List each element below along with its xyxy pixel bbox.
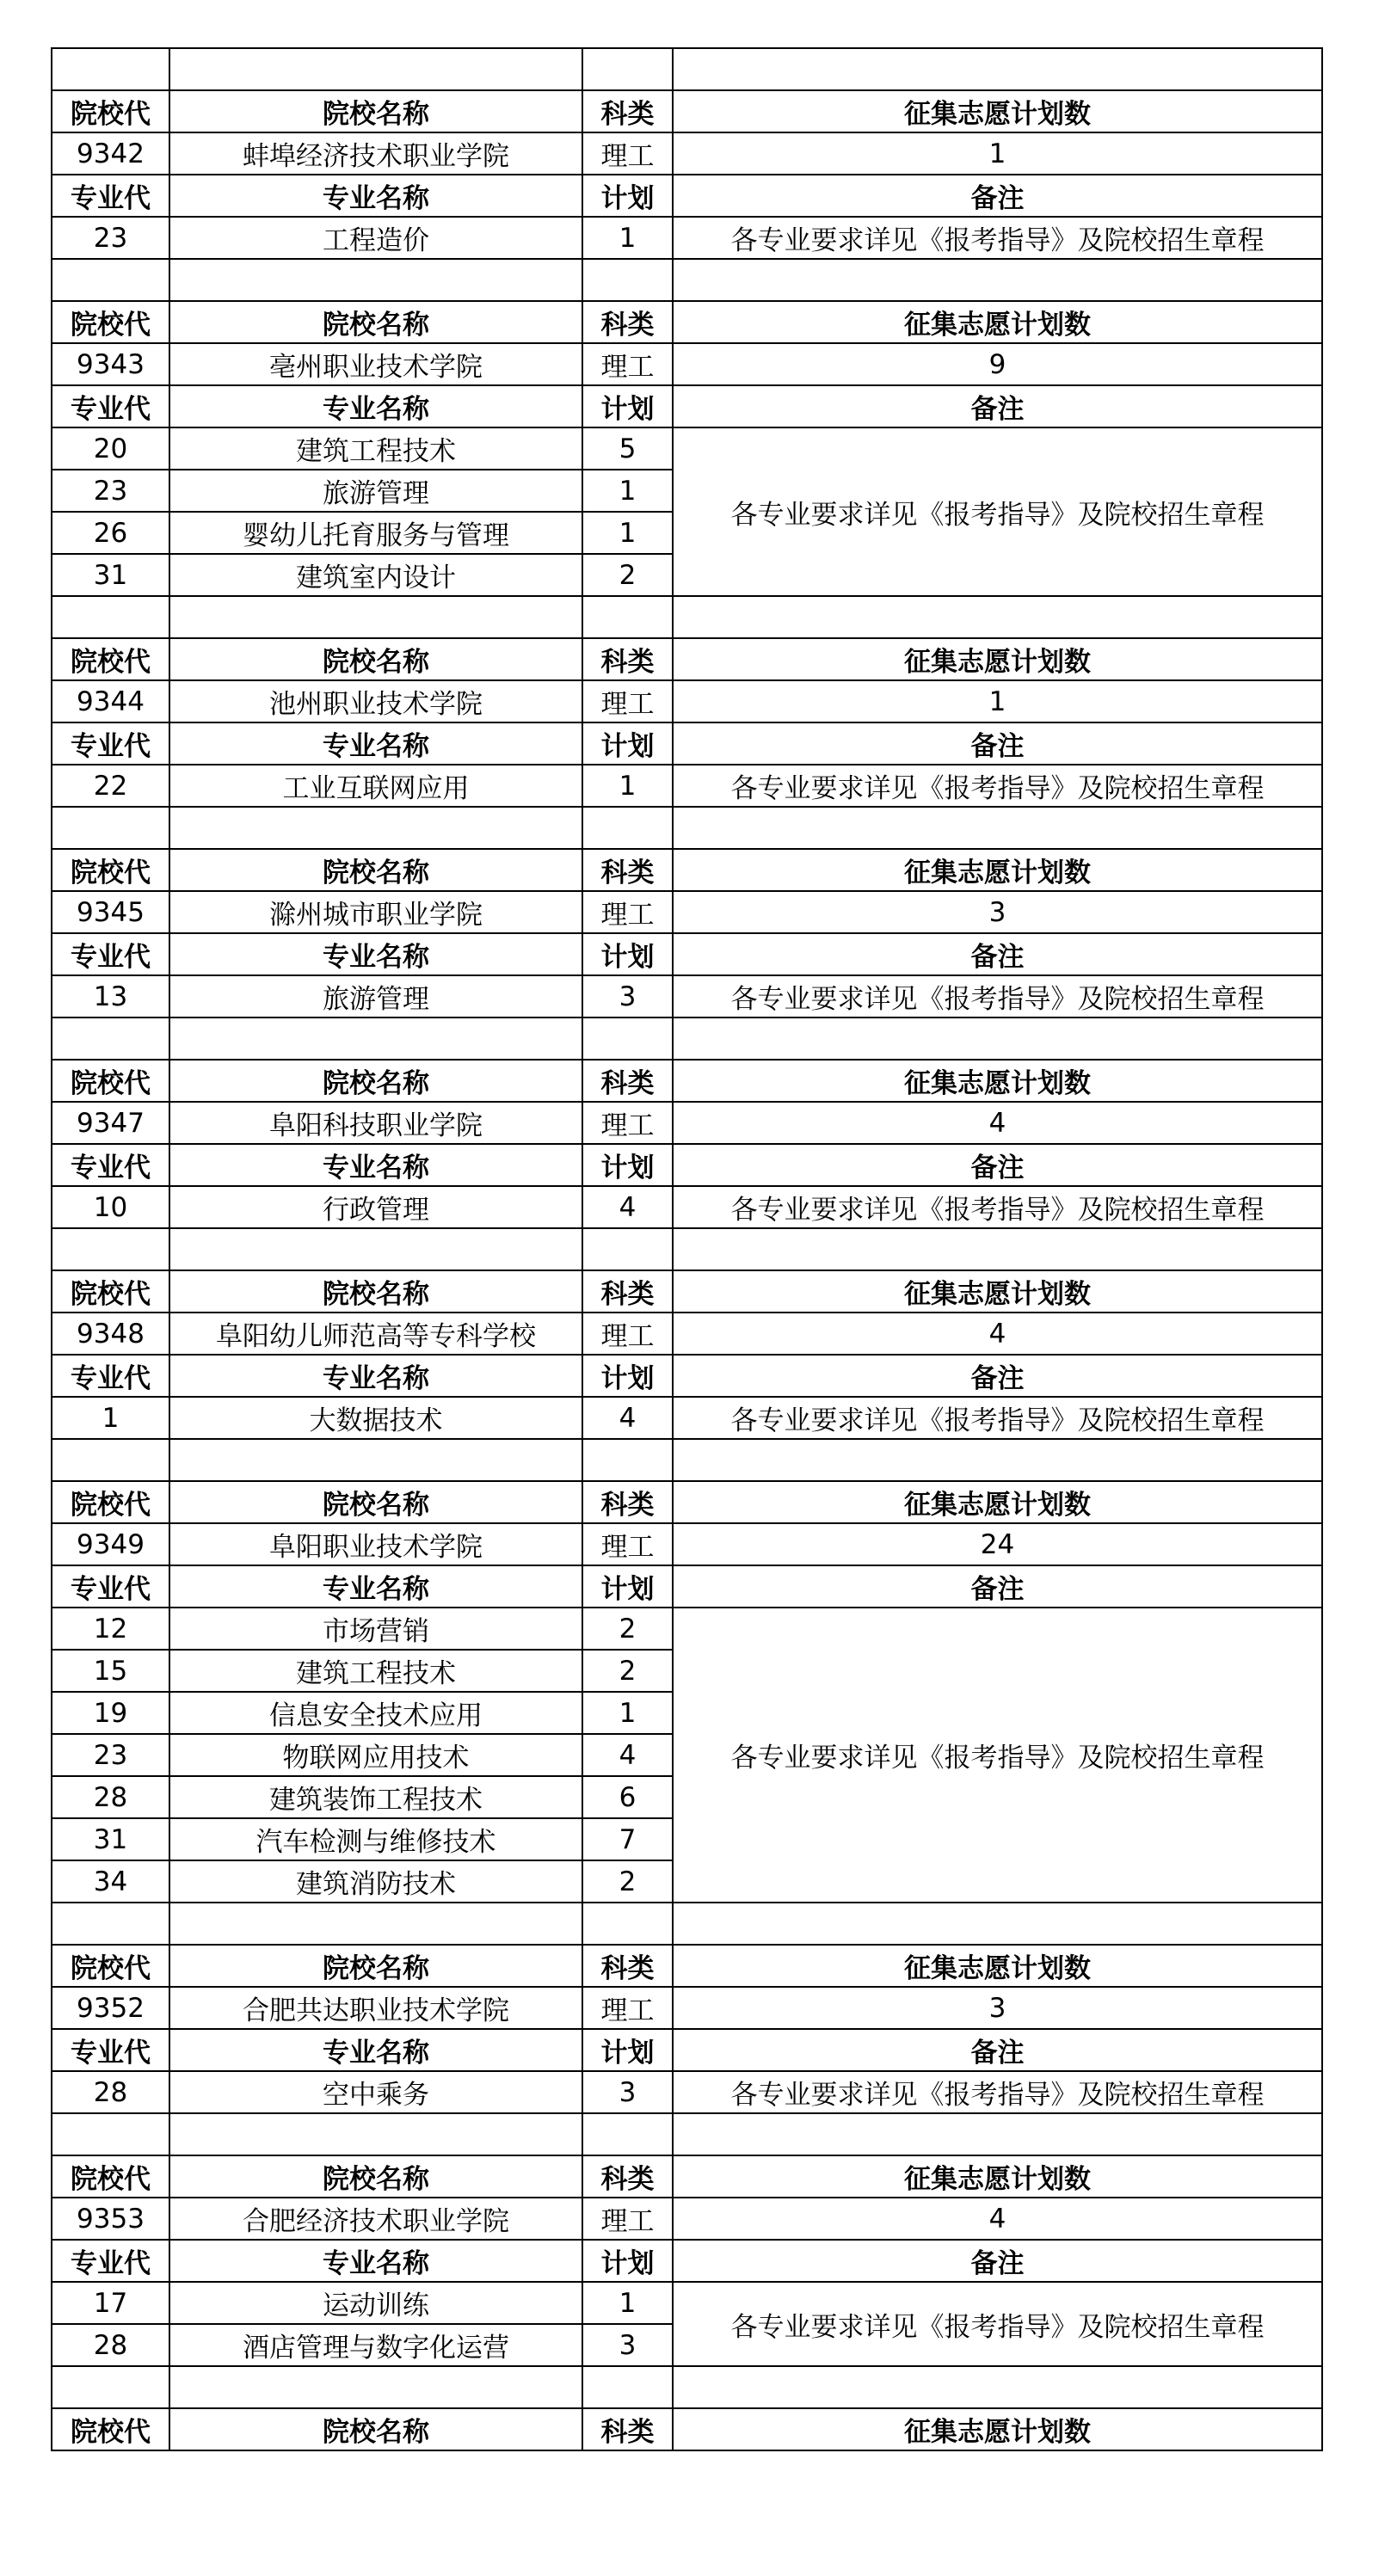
school-row xyxy=(52,2198,1322,2240)
remark-header: 备注 xyxy=(673,2240,1322,2282)
remark-cell: 各专业要求详见《报考指导》及院校招生章程 xyxy=(673,975,1322,1017)
empty-cell xyxy=(582,1903,673,1945)
major-code-header: 专业代 xyxy=(52,175,169,217)
major-name: 市场营销 xyxy=(169,1608,582,1650)
school-name-header: 院校名称 xyxy=(169,1270,582,1313)
empty-cell xyxy=(169,2113,582,2155)
major-code: 28 xyxy=(52,2071,169,2113)
major-row xyxy=(52,1608,1322,1650)
school-header-row xyxy=(52,1060,1322,1102)
school-code: 9342 xyxy=(52,132,169,175)
school-name: 池州职业技术学院 xyxy=(169,680,582,722)
major-row xyxy=(52,427,1322,470)
spacer-row xyxy=(52,1903,1322,1945)
major-code: 19 xyxy=(52,1692,169,1734)
school-code: 9345 xyxy=(52,891,169,933)
empty-cell xyxy=(673,1228,1322,1270)
empty-cell xyxy=(52,1017,169,1060)
major-plan: 7 xyxy=(582,1818,673,1860)
major-name: 信息安全技术应用 xyxy=(169,1692,582,1734)
plan-header: 计划 xyxy=(582,2240,673,2282)
major-name: 建筑装饰工程技术 xyxy=(169,1776,582,1818)
major-code: 1 xyxy=(52,1397,169,1439)
plan-total-header: 征集志愿计划数 xyxy=(673,90,1322,132)
plan-total-header: 征集志愿计划数 xyxy=(673,1481,1322,1523)
school-name: 蚌埠经济技术职业学院 xyxy=(169,132,582,175)
plan-header: 计划 xyxy=(582,1144,673,1186)
major-plan: 6 xyxy=(582,1776,673,1818)
school-row xyxy=(52,1987,1322,2029)
school-name-header: 院校名称 xyxy=(169,2408,582,2450)
major-plan: 2 xyxy=(582,1608,673,1650)
school-name: 滁州城市职业学院 xyxy=(169,891,582,933)
plan-header: 计划 xyxy=(582,175,673,217)
empty-cell xyxy=(673,2366,1322,2408)
major-code: 17 xyxy=(52,2282,169,2324)
empty-cell xyxy=(582,2113,673,2155)
empty-cell xyxy=(582,596,673,638)
school-name-header: 院校名称 xyxy=(169,849,582,891)
major-code: 20 xyxy=(52,427,169,470)
major-header-row xyxy=(52,385,1322,427)
school-code: 9353 xyxy=(52,2198,169,2240)
major-row xyxy=(52,217,1322,259)
school-category: 理工 xyxy=(582,2198,673,2240)
empty-cell xyxy=(582,259,673,301)
category-header: 科类 xyxy=(582,849,673,891)
major-name: 建筑工程技术 xyxy=(169,1650,582,1692)
major-code-header: 专业代 xyxy=(52,933,169,975)
major-code: 13 xyxy=(52,975,169,1017)
remark-cell: 各专业要求详见《报考指导》及院校招生章程 xyxy=(673,765,1322,807)
empty-cell xyxy=(52,2113,169,2155)
major-code: 12 xyxy=(52,1608,169,1650)
category-header: 科类 xyxy=(582,638,673,680)
major-name-header: 专业名称 xyxy=(169,175,582,217)
school-row xyxy=(52,680,1322,722)
major-name: 建筑室内设计 xyxy=(169,554,582,596)
school-code-header: 院校代 xyxy=(52,2155,169,2198)
major-row xyxy=(52,765,1322,807)
major-code: 28 xyxy=(52,2324,169,2366)
school-code-header: 院校代 xyxy=(52,638,169,680)
major-plan: 1 xyxy=(582,217,673,259)
school-header-row xyxy=(52,1481,1322,1523)
major-code: 26 xyxy=(52,512,169,554)
plan-header: 计划 xyxy=(582,1355,673,1397)
category-header: 科类 xyxy=(582,1060,673,1102)
category-header: 科类 xyxy=(582,2155,673,2198)
school-name-header: 院校名称 xyxy=(169,301,582,343)
empty-cell xyxy=(582,2366,673,2408)
school-name-header: 院校名称 xyxy=(169,90,582,132)
major-name-header: 专业名称 xyxy=(169,385,582,427)
empty-cell xyxy=(582,1017,673,1060)
major-name-header: 专业名称 xyxy=(169,1355,582,1397)
major-name: 建筑工程技术 xyxy=(169,427,582,470)
empty-cell xyxy=(169,807,582,849)
spacer-row xyxy=(52,807,1322,849)
empty-cell xyxy=(169,596,582,638)
plan-total-header: 征集志愿计划数 xyxy=(673,1060,1322,1102)
school-code: 9343 xyxy=(52,343,169,385)
school-category: 理工 xyxy=(582,1102,673,1144)
school-row xyxy=(52,343,1322,385)
major-header-row xyxy=(52,722,1322,765)
remark-header: 备注 xyxy=(673,1144,1322,1186)
spacer-row xyxy=(52,2366,1322,2408)
major-name: 工业互联网应用 xyxy=(169,765,582,807)
major-code: 23 xyxy=(52,1734,169,1776)
empty-cell xyxy=(169,1017,582,1060)
major-name-header: 专业名称 xyxy=(169,722,582,765)
major-plan: 1 xyxy=(582,1692,673,1734)
school-plan-total: 4 xyxy=(673,1313,1322,1355)
remark-header: 备注 xyxy=(673,2029,1322,2071)
plan-total-header: 征集志愿计划数 xyxy=(673,638,1322,680)
major-code: 34 xyxy=(52,1860,169,1903)
major-header-row xyxy=(52,1355,1322,1397)
spacer-row xyxy=(52,1228,1322,1270)
empty-cell xyxy=(673,259,1322,301)
remark-header: 备注 xyxy=(673,385,1322,427)
major-name: 空中乘务 xyxy=(169,2071,582,2113)
major-code-header: 专业代 xyxy=(52,2240,169,2282)
empty-cell xyxy=(52,807,169,849)
school-name: 亳州职业技术学院 xyxy=(169,343,582,385)
major-name: 旅游管理 xyxy=(169,470,582,512)
admission-plan-table xyxy=(51,47,1323,2451)
major-plan: 5 xyxy=(582,427,673,470)
major-name-header: 专业名称 xyxy=(169,2240,582,2282)
empty-cell xyxy=(582,807,673,849)
major-name: 建筑消防技术 xyxy=(169,1860,582,1903)
plan-header: 计划 xyxy=(582,722,673,765)
school-name-header: 院校名称 xyxy=(169,1945,582,1987)
major-header-row xyxy=(52,2029,1322,2071)
school-code-header: 院校代 xyxy=(52,1481,169,1523)
school-header-row xyxy=(52,638,1322,680)
school-plan-total: 1 xyxy=(673,680,1322,722)
major-code: 23 xyxy=(52,470,169,512)
major-header-row xyxy=(52,1144,1322,1186)
empty-cell xyxy=(169,1228,582,1270)
category-header: 科类 xyxy=(582,1270,673,1313)
school-header-row xyxy=(52,90,1322,132)
remark-header: 备注 xyxy=(673,1565,1322,1608)
school-name: 合肥共达职业技术学院 xyxy=(169,1987,582,2029)
major-code-header: 专业代 xyxy=(52,1355,169,1397)
school-code-header: 院校代 xyxy=(52,90,169,132)
remark-header: 备注 xyxy=(673,175,1322,217)
major-row xyxy=(52,1186,1322,1228)
empty-cell xyxy=(582,48,673,90)
school-category: 理工 xyxy=(582,1523,673,1565)
major-code-header: 专业代 xyxy=(52,1565,169,1608)
major-header-row xyxy=(52,933,1322,975)
school-plan-total: 24 xyxy=(673,1523,1322,1565)
major-code: 28 xyxy=(52,1776,169,1818)
plan-header: 计划 xyxy=(582,1565,673,1608)
major-code: 31 xyxy=(52,1818,169,1860)
major-plan: 3 xyxy=(582,2324,673,2366)
major-plan: 2 xyxy=(582,1650,673,1692)
major-code: 31 xyxy=(52,554,169,596)
school-plan-total: 3 xyxy=(673,891,1322,933)
empty-cell xyxy=(582,1439,673,1481)
major-plan: 3 xyxy=(582,2071,673,2113)
school-name: 阜阳幼儿师范高等专科学校 xyxy=(169,1313,582,1355)
school-category: 理工 xyxy=(582,891,673,933)
major-header-row xyxy=(52,1565,1322,1608)
plan-header: 计划 xyxy=(582,385,673,427)
school-category: 理工 xyxy=(582,343,673,385)
empty-cell xyxy=(673,596,1322,638)
table-body xyxy=(52,48,1322,2450)
empty-cell xyxy=(52,48,169,90)
school-row xyxy=(52,891,1322,933)
empty-cell xyxy=(673,48,1322,90)
empty-cell xyxy=(169,2366,582,2408)
major-name: 工程造价 xyxy=(169,217,582,259)
major-code-header: 专业代 xyxy=(52,1144,169,1186)
major-name: 物联网应用技术 xyxy=(169,1734,582,1776)
spacer-row xyxy=(52,1017,1322,1060)
major-row xyxy=(52,975,1322,1017)
empty-cell xyxy=(169,259,582,301)
school-header-row xyxy=(52,849,1322,891)
school-code-header: 院校代 xyxy=(52,1270,169,1313)
plan-total-header: 征集志愿计划数 xyxy=(673,849,1322,891)
major-code-header: 专业代 xyxy=(52,722,169,765)
remark-cell: 各专业要求详见《报考指导》及院校招生章程 xyxy=(673,1397,1322,1439)
category-header: 科类 xyxy=(582,2408,673,2450)
major-name-header: 专业名称 xyxy=(169,1565,582,1608)
major-plan: 4 xyxy=(582,1397,673,1439)
major-code: 22 xyxy=(52,765,169,807)
plan-total-header: 征集志愿计划数 xyxy=(673,1945,1322,1987)
major-name-header: 专业名称 xyxy=(169,2029,582,2071)
school-name-header: 院校名称 xyxy=(169,2155,582,2198)
major-plan: 4 xyxy=(582,1186,673,1228)
major-code-header: 专业代 xyxy=(52,385,169,427)
school-code: 9344 xyxy=(52,680,169,722)
major-name: 大数据技术 xyxy=(169,1397,582,1439)
school-name-header: 院校名称 xyxy=(169,638,582,680)
school-name-header: 院校名称 xyxy=(169,1060,582,1102)
major-name: 婴幼儿托育服务与管理 xyxy=(169,512,582,554)
plan-total-header: 征集志愿计划数 xyxy=(673,2155,1322,2198)
school-row xyxy=(52,1313,1322,1355)
school-plan-total: 9 xyxy=(673,343,1322,385)
major-plan: 1 xyxy=(582,765,673,807)
spacer-row xyxy=(52,1439,1322,1481)
spacer-row xyxy=(52,596,1322,638)
school-category: 理工 xyxy=(582,132,673,175)
plan-total-header: 征集志愿计划数 xyxy=(673,1270,1322,1313)
empty-cell xyxy=(169,48,582,90)
major-plan: 3 xyxy=(582,975,673,1017)
major-plan: 1 xyxy=(582,470,673,512)
empty-cell xyxy=(673,807,1322,849)
school-header-row xyxy=(52,2155,1322,2198)
school-name: 阜阳职业技术学院 xyxy=(169,1523,582,1565)
category-header: 科类 xyxy=(582,301,673,343)
major-name: 旅游管理 xyxy=(169,975,582,1017)
major-row xyxy=(52,1397,1322,1439)
school-plan-total: 4 xyxy=(673,2198,1322,2240)
school-header-row xyxy=(52,1945,1322,1987)
empty-cell xyxy=(582,1228,673,1270)
school-name: 合肥经济技术职业学院 xyxy=(169,2198,582,2240)
school-plan-total: 4 xyxy=(673,1102,1322,1144)
spacer-row xyxy=(52,48,1322,90)
major-row xyxy=(52,2071,1322,2113)
major-plan: 2 xyxy=(582,1860,673,1903)
empty-cell xyxy=(52,1228,169,1270)
category-header: 科类 xyxy=(582,1481,673,1523)
plan-total-header: 征集志愿计划数 xyxy=(673,301,1322,343)
school-name-header: 院校名称 xyxy=(169,1481,582,1523)
plan-header: 计划 xyxy=(582,2029,673,2071)
school-category: 理工 xyxy=(582,1313,673,1355)
school-plan-total: 1 xyxy=(673,132,1322,175)
empty-cell xyxy=(673,1017,1322,1060)
empty-cell xyxy=(169,1903,582,1945)
major-name-header: 专业名称 xyxy=(169,933,582,975)
school-plan-total: 3 xyxy=(673,1987,1322,2029)
major-code: 10 xyxy=(52,1186,169,1228)
remark-cell: 各专业要求详见《报考指导》及院校招生章程 xyxy=(673,1186,1322,1228)
school-name: 阜阳科技职业学院 xyxy=(169,1102,582,1144)
major-name: 酒店管理与数字化运营 xyxy=(169,2324,582,2366)
empty-cell xyxy=(673,2113,1322,2155)
major-plan: 1 xyxy=(582,2282,673,2324)
category-header: 科类 xyxy=(582,1945,673,1987)
school-code: 9348 xyxy=(52,1313,169,1355)
major-name-header: 专业名称 xyxy=(169,1144,582,1186)
empty-cell xyxy=(52,1903,169,1945)
spacer-row xyxy=(52,2113,1322,2155)
empty-cell xyxy=(52,596,169,638)
school-code-header: 院校代 xyxy=(52,2408,169,2450)
empty-cell xyxy=(52,2366,169,2408)
school-row xyxy=(52,132,1322,175)
empty-cell xyxy=(52,259,169,301)
remark-cell: 各专业要求详见《报考指导》及院校招生章程 xyxy=(673,1608,1322,1903)
school-code: 9349 xyxy=(52,1523,169,1565)
major-row xyxy=(52,2282,1322,2324)
remark-cell: 各专业要求详见《报考指导》及院校招生章程 xyxy=(673,427,1322,596)
empty-cell xyxy=(673,1903,1322,1945)
school-row xyxy=(52,1523,1322,1565)
school-code: 9352 xyxy=(52,1987,169,2029)
school-header-row xyxy=(52,1270,1322,1313)
remark-cell: 各专业要求详见《报考指导》及院校招生章程 xyxy=(673,2071,1322,2113)
major-code-header: 专业代 xyxy=(52,2029,169,2071)
school-code-header: 院校代 xyxy=(52,1060,169,1102)
school-header-row xyxy=(52,301,1322,343)
plan-header: 计划 xyxy=(582,933,673,975)
major-code: 15 xyxy=(52,1650,169,1692)
empty-cell xyxy=(52,1439,169,1481)
major-code: 23 xyxy=(52,217,169,259)
school-row xyxy=(52,1102,1322,1144)
major-header-row xyxy=(52,175,1322,217)
school-code-header: 院校代 xyxy=(52,849,169,891)
major-plan: 2 xyxy=(582,554,673,596)
remark-cell: 各专业要求详见《报考指导》及院校招生章程 xyxy=(673,2282,1322,2366)
school-code-header: 院校代 xyxy=(52,1945,169,1987)
plan-total-header: 征集志愿计划数 xyxy=(673,2408,1322,2450)
major-header-row xyxy=(52,2240,1322,2282)
school-category: 理工 xyxy=(582,1987,673,2029)
school-header-row xyxy=(52,2408,1322,2450)
empty-cell xyxy=(169,1439,582,1481)
remark-cell: 各专业要求详见《报考指导》及院校招生章程 xyxy=(673,217,1322,259)
empty-cell xyxy=(673,1439,1322,1481)
major-name: 汽车检测与维修技术 xyxy=(169,1818,582,1860)
remark-header: 备注 xyxy=(673,722,1322,765)
major-plan: 1 xyxy=(582,512,673,554)
school-code-header: 院校代 xyxy=(52,301,169,343)
remark-header: 备注 xyxy=(673,1355,1322,1397)
category-header: 科类 xyxy=(582,90,673,132)
major-name: 行政管理 xyxy=(169,1186,582,1228)
school-category: 理工 xyxy=(582,680,673,722)
major-name: 运动训练 xyxy=(169,2282,582,2324)
major-plan: 4 xyxy=(582,1734,673,1776)
school-code: 9347 xyxy=(52,1102,169,1144)
spacer-row xyxy=(52,259,1322,301)
remark-header: 备注 xyxy=(673,933,1322,975)
